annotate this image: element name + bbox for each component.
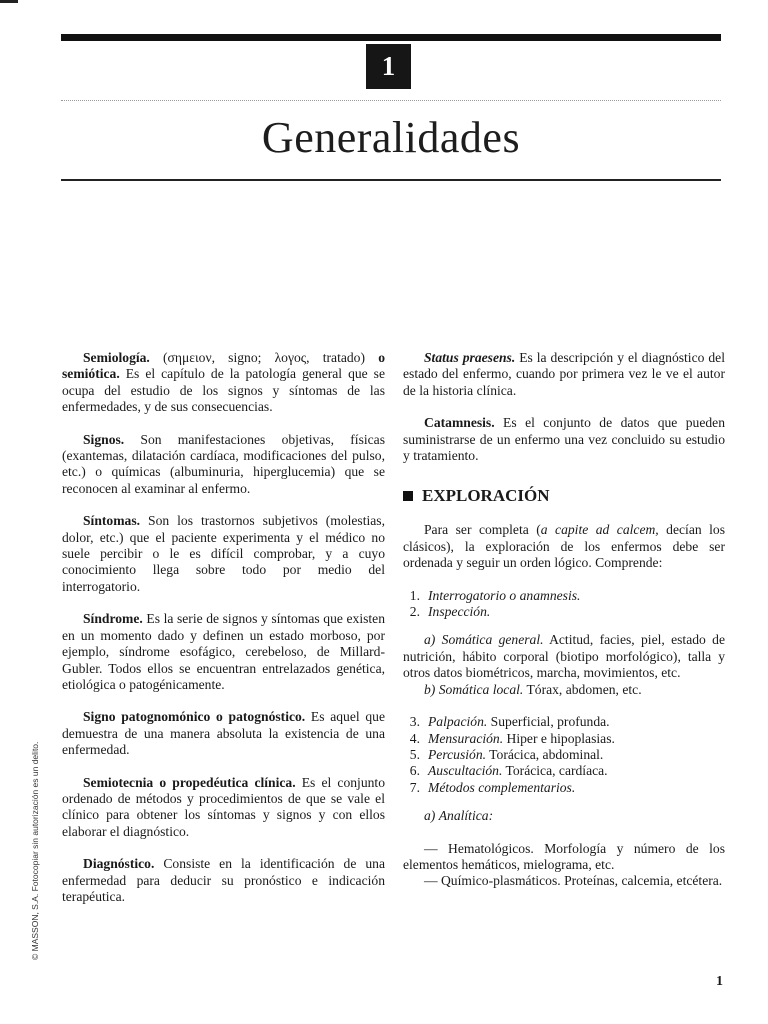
item-term: Percusión. xyxy=(428,746,487,762)
analitica-hematologicos: — Hematológicos. Morfología y número de los elementos hemáticos, mielograma, etc. xyxy=(403,840,725,872)
text: Es el conjunto ordenado de métodos y procedimientos de que se vale el clínico para obtener los síntomas y signos y con ellos elaborar el diagnóstico. xyxy=(62,774,385,839)
term: Signos. xyxy=(83,431,125,447)
latin-phrase: a capite ad calcem, xyxy=(540,522,659,538)
sub-label: a) xyxy=(424,808,436,824)
sub-term: Analítica: xyxy=(438,808,494,824)
term: Síndrome. xyxy=(83,611,143,627)
def-status-praesens xyxy=(403,350,725,399)
analitica-heading xyxy=(403,808,725,824)
page-number: 1 xyxy=(716,974,723,989)
term: Status praesens. xyxy=(424,350,516,365)
chapter-number: 1 xyxy=(366,44,411,89)
item-text: Torácica, abdominal. xyxy=(486,746,604,762)
text: Tórax, abdomen, etc. xyxy=(523,681,642,697)
def-sindrome xyxy=(62,611,385,693)
text: decían los clásicos), la exploración de los enfermos debe ser ordenada y seguir un orden lógico. Comprende: xyxy=(403,522,725,571)
def-catamnesis xyxy=(403,415,725,464)
item-text: Superficial, profunda. xyxy=(487,714,610,730)
sub-label: b) xyxy=(424,681,436,697)
inspeccion-somatica-general xyxy=(403,632,725,681)
text: (σημειον, signo; λογος, tratado) xyxy=(149,350,379,365)
term: Diagnóstico. xyxy=(83,856,155,872)
item-number: 1. xyxy=(409,587,420,603)
item-term: Métodos complementarios. xyxy=(428,779,576,795)
list-item xyxy=(403,604,725,620)
sub-term: Somática general. xyxy=(441,632,544,648)
item-number: 6. xyxy=(409,763,420,779)
list-item xyxy=(403,763,725,779)
def-semiologia xyxy=(62,350,385,416)
chapter-title: Generalidades xyxy=(261,113,521,162)
def-signo-patognomonico xyxy=(62,709,385,758)
text: Es el conjunto de datos que pueden suministrarse de un enfermo una vez concluido su estudio y tratamiento. xyxy=(403,415,725,464)
def-diagnostico xyxy=(62,856,385,905)
text: Para ser completa ( xyxy=(424,522,541,538)
list-item xyxy=(403,714,725,730)
item-text: Interrogatorio o anamnesis. xyxy=(428,587,581,603)
top-rule xyxy=(61,34,721,41)
copyright-side-note: © MASSON, S.A. Fotocopiar sin autorización es un delito. xyxy=(30,741,40,960)
inspeccion-somatica-local xyxy=(403,682,725,698)
sub-label: a) xyxy=(424,632,436,648)
text: Es el capítulo de la patología general que se ocupa del estudio de los signos y síntomas de las enfermedades, y de sus consecuencias. xyxy=(62,366,385,415)
def-semiotecnia xyxy=(62,775,385,841)
title-rule xyxy=(61,179,721,181)
term: Signo patognomónico o patognóstico. xyxy=(83,709,306,725)
exploracion-intro xyxy=(403,522,725,571)
item-text: Torácica, cardíaca. xyxy=(502,763,608,779)
analitica-quimico-plasmaticos: — Químico-plasmáticos. Proteínas, calcemia, etcétera. xyxy=(424,873,723,889)
section-heading xyxy=(403,486,725,506)
text: Es aquel que demuestra de una manera absoluta la existencia de una enfermedad. xyxy=(62,709,385,758)
list-item xyxy=(403,588,725,604)
term: Síntomas. xyxy=(83,513,141,529)
list-item xyxy=(403,780,725,796)
term: Semiotecnia o propedéutica clínica. xyxy=(83,774,296,790)
term: o semiótica. xyxy=(62,350,385,382)
item-text: Hiper e hipoplasias. xyxy=(503,730,615,746)
text: Actitud, facies, piel, estado de nutrición, hábito corporal (biotipo morfológico), talla y otros datos biométricos, marcha, movimientos, etc. xyxy=(403,632,725,681)
list-item xyxy=(403,731,725,747)
sub-term: Somática local. xyxy=(438,681,524,697)
square-bullet-icon xyxy=(403,491,413,501)
item-text: Inspección. xyxy=(428,604,491,620)
item-number: 4. xyxy=(409,730,420,746)
term: Catamnesis. xyxy=(424,415,495,431)
exploration-list-1 xyxy=(403,588,725,621)
item-number: 5. xyxy=(409,746,420,762)
text: Son manifestaciones objetivas, físicas (exantemas, dilatación cardíaca, modificaciones del pulso, etc.) o químicas (albuminuria, hiperglucemia) que se reconocen al examinar al enfermo. xyxy=(62,431,385,496)
exploration-list-2 xyxy=(403,714,725,796)
text: Es la descripción y el diagnóstico del estado del enfermo, cuando por primera vez le ve el autor de la historia clínica. xyxy=(403,350,725,398)
right-column xyxy=(403,350,725,890)
scan-corner-mark xyxy=(0,0,18,3)
item-term: Mensuración. xyxy=(428,730,504,746)
left-column xyxy=(62,350,385,921)
text: Es la serie de signos y síntomas que existen en un momento dado y definen un estado morboso, por ejemplo, síndrome esofágico, cerebeloso, de Millard-Gubler. Todos ellos se encuentran entrelazados genética, etiológica o patogénicamente. xyxy=(62,611,385,692)
item-number: 3. xyxy=(409,714,420,730)
def-signos xyxy=(62,432,385,498)
dotted-divider xyxy=(61,100,721,101)
item-number: 2. xyxy=(409,604,420,620)
list-item xyxy=(403,747,725,763)
term: Semiología. xyxy=(83,350,150,365)
item-term: Palpación. xyxy=(428,714,488,730)
item-term: Auscultación. xyxy=(428,763,503,779)
item-number: 7. xyxy=(409,779,420,795)
text: Son los trastornos subjetivos (molestias, dolor, etc.) que el paciente experimenta y el médico no suele percibir o le es difícil comprobar, y a cuyo conocimiento llega sobre todo por medio del interrogatorio. xyxy=(62,513,385,594)
section-title: EXPLORACIÓN xyxy=(422,486,550,506)
def-sintomas xyxy=(62,513,385,595)
text: Consiste en la identificación de una enfermedad para deducir su pronóstico e indicación terapéutica. xyxy=(62,856,385,904)
